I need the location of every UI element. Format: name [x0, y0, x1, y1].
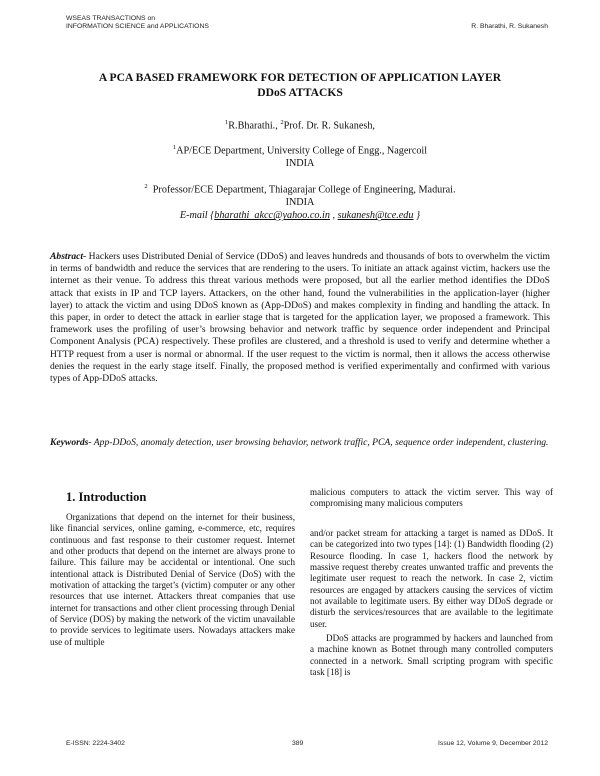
footer-issn: E-ISSN: 2224-3402 [66, 740, 125, 747]
journal-name-line1: WSEAS TRANSACTIONS on [66, 15, 156, 22]
intro-paragraph-left: Organizations that depend on the internet for their business, like financial services, online gaming, e-commerce, etc, requires continuous and fast response to their customer request. Internet and other products that depend on the internet are always prone to failure. This failure may be accidental or intentional. One such intentional attack is Distributed Denial of Service (DoS) with the motivation of attacking the target’s (victim) computer or any other resources that use internet. Attackers threat companies that use internet for transactions and other client processing through Denial of Service (DOS) by making the network of the victim unavailable to provide services to legitimate users. Nowadays attackers make use of multiple [50, 512, 295, 647]
author1-name: R.Bharathi., [228, 120, 278, 132]
footer-page-number: 389 [292, 740, 304, 747]
affiliation-2-text: Professor/ECE Department, Thiagarajar College of Engineering, Madurai. [152, 184, 456, 196]
email-separator: , [329, 210, 338, 222]
affiliation-2 [40, 180, 560, 222]
abstract-label: Abstract- [50, 251, 87, 262]
abstract-text: Hackers uses Distributed Denial of Service (DDoS) and leaves hundreds and thousands of bots to overwhelm the victim in terms of bandwidth and reduce the services that are rendering to the users. To initiate an attack against victim, hackers use the internet as their venue. To address this threat various methods were proposed, but all the earlier method identifies the DDoS attack that exists in IP and TCP layers. Attackers, on the other hand, found the vulnerabilities in the application-layer (higher layer) to attack the victim and using DDoS known as (App-DDoS) and makes complexity in finding and handling the attack. In this paper, in order to detect the attack in earlier stage that is targeted for the application layer, we proposed a framework. This framework uses the profiling of user’s browsing behavior and network traffic by sequence order independent and Principal Component Analysis (PCA) respectively. These profiles are clustered, and a threshold is used to verify and determine whether a HTTP request from a user is normal or abnormal. If the user request to the victim is normal, then it allows the access otherwise denies the request in the early stage itself. Finally, the proposed method is verified experimentally and confirmed with various types of App-DDoS attacks. [50, 251, 550, 385]
paper-title [40, 70, 560, 100]
right-column [310, 528, 553, 678]
right-column-top [310, 487, 553, 510]
keywords [50, 437, 550, 449]
affiliation-1-country: INDIA [285, 158, 315, 170]
intro-paragraph-right-top: malicious computers to attack the victim server. This way of compromising many malicious computers [310, 487, 553, 509]
email-line [40, 209, 560, 222]
intro-paragraph-right-1: and/or packet stream for attacking a target is named as DDoS. It can be categorized into two types [14]: (1) Bandwidth flooding (2) Resource flooding. In case 1, hackers flood the network by massive request thereby creates unwanted traffic and prevents the legitimate user request to reach the network. In case 2, victim resources are engaged by attackers causing the services of victim not available to legitimate users. By either way DDoS degrade or disturb the services/resources that are available to the legitimate user. [310, 528, 553, 629]
paper-title-line1: A PCA BASED FRAMEWORK FOR DETECTION OF APPLICATION LAYER [98, 71, 502, 84]
footer-issue: Issue 12, Volume 9, December 2012 [438, 740, 548, 747]
email-link-2[interactable]: sukanesh@tce.edu [337, 210, 414, 222]
keywords-label: Keywords- [50, 437, 92, 448]
author2-name: Prof. Dr. R. Sukanesh, [283, 120, 375, 132]
email-link-1[interactable]: bharathi_akcc@yahoo.co.in [214, 210, 330, 222]
email-suffix: } [413, 210, 421, 222]
intro-paragraph-right-2: DDoS attacks are programmed by hackers and launched from a machine known as Botnet through many controlled computers connected in a network. Small scripting program with specific task [18] is [310, 633, 553, 678]
keywords-text: App-DDoS, anomaly detection, user browsing behavior, network traffic, PCA, sequence order independent, clustering. [91, 437, 549, 448]
email-prefix: E-mail { [179, 210, 215, 222]
affiliation-1-superscript: 1 [172, 144, 177, 151]
affiliation-1 [40, 141, 560, 170]
author2-superscript: 2 [280, 119, 284, 126]
journal-name [66, 15, 209, 31]
paper-title-line2: DDoS ATTACKS [257, 86, 343, 99]
left-column [50, 512, 295, 648]
running-authors: R. Bharathi, R. Sukanesh [471, 23, 548, 30]
affiliation-2-superscript: 2 [144, 183, 148, 190]
author1-superscript: 1 [225, 119, 229, 126]
section-heading-introduction: 1. Introduction [66, 490, 147, 504]
abstract [50, 251, 550, 385]
author-line [40, 116, 560, 132]
affiliation-1-text: AP/ECE Department, University College of Engg., Nagercoil [176, 145, 428, 157]
journal-name-line2: INFORMATION SCIENCE and APPLICATIONS [66, 23, 209, 30]
affiliation-2-country: INDIA [285, 197, 315, 209]
